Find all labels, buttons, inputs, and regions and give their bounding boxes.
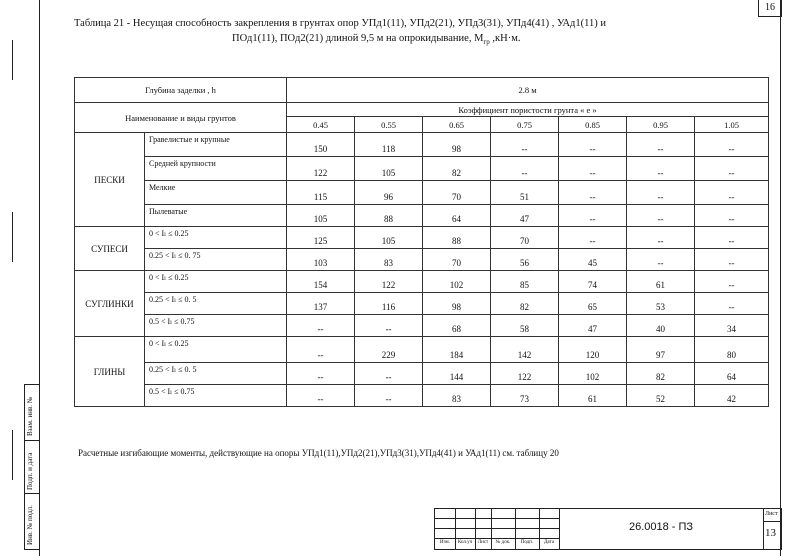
capacity-value: 125 [287, 227, 355, 249]
capacity-value: 82 [491, 293, 559, 315]
table-row [75, 293, 769, 315]
capacity-value: 96 [355, 181, 423, 205]
capacity-value: -- [287, 385, 355, 407]
soil-subtype-label: 0.25 < Iₗ ≤ 0. 75 [145, 249, 287, 271]
capacity-value: 83 [423, 385, 491, 407]
capacity-value: 118 [355, 133, 423, 157]
capacity-value: 34 [695, 315, 769, 337]
soil-subtype-label: Мелкие [145, 181, 287, 205]
capacity-value: -- [287, 363, 355, 385]
table-row [75, 337, 769, 363]
capacity-value: 61 [627, 271, 695, 293]
capacity-value: -- [627, 205, 695, 227]
capacity-value: -- [627, 181, 695, 205]
sheet-label: Лист [765, 511, 778, 517]
margin-tick [12, 430, 13, 480]
capacity-value: 98 [423, 293, 491, 315]
capacity-value: 142 [491, 337, 559, 363]
capacity-value: -- [355, 363, 423, 385]
soil-subtype-label: 0 < Iₗ ≤ 0.25 [145, 337, 287, 363]
capacity-value: 122 [287, 157, 355, 181]
capacity-value: 115 [287, 181, 355, 205]
stamp-col-label: Изм. [440, 540, 450, 545]
capacity-value: 65 [559, 293, 627, 315]
table-body [75, 133, 769, 407]
capacity-value: -- [627, 133, 695, 157]
capacity-value: -- [559, 181, 627, 205]
capacity-value: 82 [423, 157, 491, 181]
sheet-number: 13 [765, 527, 776, 539]
capacity-value: 105 [355, 227, 423, 249]
capacity-value: 122 [355, 271, 423, 293]
capacity-value: 56 [491, 249, 559, 271]
capacity-value: -- [695, 249, 769, 271]
coef-header-cell: 0.75 [491, 117, 559, 133]
side-stamp-divider [24, 440, 39, 441]
capacity-value: -- [287, 315, 355, 337]
stamp-col-label: Лист [477, 540, 489, 545]
table-caption [74, 16, 714, 50]
capacity-value: 45 [559, 249, 627, 271]
capacity-value: -- [287, 337, 355, 363]
table-row [75, 133, 769, 157]
capacity-value: 58 [491, 315, 559, 337]
table-row [75, 157, 769, 181]
capacity-value: 70 [491, 227, 559, 249]
stamp-col-labels [435, 540, 559, 549]
capacity-value: 83 [355, 249, 423, 271]
doc-code: 26.0018 - ПЗ [628, 521, 694, 533]
capacity-value: 61 [559, 385, 627, 407]
footnote: Расчетные изгибающие моменты, действующие на опоры УПд1(11),УПд2(21),УПд3(31),УПд4(41) и УАд1(11) см. таблицу 20 [78, 448, 559, 458]
capacity-value: 80 [695, 337, 769, 363]
capacity-value: 144 [423, 363, 491, 385]
capacity-value: -- [559, 157, 627, 181]
table-row [75, 315, 769, 337]
soil-subtype-label: Гравелистые и крупные [145, 133, 287, 157]
coef-header-cell: 0.85 [559, 117, 627, 133]
capacity-value: 97 [627, 337, 695, 363]
caption-line-1: Таблица 21 - Несущая способность закрепления в грунтах опор УПд1(11), УПд2(21), УПд3(31), УПд4(41) , УАд1(11) и [74, 18, 606, 29]
soil-group-name: СУГЛИНКИ [75, 271, 145, 337]
soil-subtype-label: 0 < Iₗ ≤ 0.25 [145, 227, 287, 249]
soil-subtype-label: 0.5 < Iₗ ≤ 0.75 [145, 315, 287, 337]
coef-header-cell: 0.95 [627, 117, 695, 133]
frame-right-line [780, 0, 781, 556]
capacity-value: 103 [287, 249, 355, 271]
capacity-value: -- [695, 271, 769, 293]
capacity-value: 52 [627, 385, 695, 407]
capacity-value: 51 [491, 181, 559, 205]
page-number: 16 [758, 0, 782, 17]
capacity-value: 120 [559, 337, 627, 363]
capacity-value: 70 [423, 249, 491, 271]
caption-subscript: гр [483, 38, 490, 47]
table-row [75, 205, 769, 227]
capacity-value: -- [627, 227, 695, 249]
capacity-value: 82 [627, 363, 695, 385]
table-row [75, 249, 769, 271]
stamp-col-label: Кол.уч [457, 540, 473, 545]
sheet-divider [763, 521, 781, 522]
caption-line-2-end: ,кН·м. [489, 33, 521, 44]
soil-subtype-label: Средней крупности [145, 157, 287, 181]
coef-header-cell: 0.55 [355, 117, 423, 133]
capacity-value: 85 [491, 271, 559, 293]
capacity-value: 88 [355, 205, 423, 227]
margin-tick [12, 40, 13, 80]
capacity-value: 73 [491, 385, 559, 407]
capacity-value: 68 [423, 315, 491, 337]
table-row [75, 385, 769, 407]
soil-subtype-label: 0.25 < Iₗ ≤ 0. 5 [145, 293, 287, 315]
depth-row [75, 78, 769, 103]
soil-group-name: ПЕСКИ [75, 133, 145, 227]
capacity-value: -- [559, 133, 627, 157]
stamp-col-label: № док. [495, 540, 511, 545]
soil-subtype-label: 0 < Iₗ ≤ 0.25 [145, 271, 287, 293]
coef-label-row [75, 103, 769, 117]
soil-group-name: СУПЕСИ [75, 227, 145, 271]
capacity-value: 70 [423, 181, 491, 205]
caption-line-2 [74, 31, 714, 50]
capacity-value: 105 [355, 157, 423, 181]
margin-tick [12, 212, 13, 262]
capacity-value: 40 [627, 315, 695, 337]
capacity-value: -- [491, 157, 559, 181]
table-row [75, 181, 769, 205]
capacity-value: -- [695, 133, 769, 157]
stamp-col-label: Дата [544, 540, 554, 545]
caption-line-2-text: ПОд1(11), ПОд2(21) длиной 9,5 м на опрокидывание, М [232, 33, 484, 44]
coef-header-cell: 0.45 [287, 117, 355, 133]
capacity-value: 116 [355, 293, 423, 315]
capacity-value: 229 [355, 337, 423, 363]
soil-subtype-label: 0.5 < Iₗ ≤ 0.75 [145, 385, 287, 407]
side-label-replace-inv: Взам. инв. № [26, 396, 34, 436]
capacity-value: 98 [423, 133, 491, 157]
names-label: Наименование и виды грунтов [75, 103, 287, 133]
capacity-value: 53 [627, 293, 695, 315]
side-label-inv-no: Инв. № подл. [26, 505, 34, 545]
capacity-value: 42 [695, 385, 769, 407]
coef-label: Коэффициент пористости грунта « е » [287, 103, 769, 117]
side-label-sign-date: Подп. и дата [26, 452, 34, 490]
capacity-value: 74 [559, 271, 627, 293]
capacity-value: -- [491, 133, 559, 157]
capacity-value: -- [695, 293, 769, 315]
capacity-table [74, 77, 769, 407]
capacity-value: -- [695, 205, 769, 227]
coef-header-cell: 1.05 [695, 117, 769, 133]
capacity-value: -- [627, 249, 695, 271]
depth-value: 2.8 м [287, 78, 769, 103]
capacity-value: -- [627, 157, 695, 181]
soil-subtype-label: Пылеватые [145, 205, 287, 227]
capacity-value: 150 [287, 133, 355, 157]
capacity-value: 137 [287, 293, 355, 315]
capacity-value: 105 [287, 205, 355, 227]
capacity-value: 122 [491, 363, 559, 385]
capacity-value: -- [695, 227, 769, 249]
table-row [75, 363, 769, 385]
capacity-value: -- [355, 385, 423, 407]
soil-subtype-label: 0.25 < Iₗ ≤ 0. 5 [145, 363, 287, 385]
capacity-value: 88 [423, 227, 491, 249]
capacity-value: -- [559, 205, 627, 227]
capacity-value: 184 [423, 337, 491, 363]
capacity-value: -- [695, 181, 769, 205]
capacity-value: -- [355, 315, 423, 337]
capacity-value: 64 [695, 363, 769, 385]
stamp-col-label: Подп. [520, 540, 534, 545]
table-row [75, 227, 769, 249]
capacity-value: 154 [287, 271, 355, 293]
table-row [75, 271, 769, 293]
side-stamp-divider [24, 493, 39, 494]
capacity-value: -- [559, 227, 627, 249]
capacity-value: -- [695, 157, 769, 181]
depth-label: Глубина заделки , h [75, 78, 287, 103]
soil-group-name: ГЛИНЫ [75, 337, 145, 407]
title-block [434, 508, 782, 550]
capacity-value: 64 [423, 205, 491, 227]
capacity-value: 47 [491, 205, 559, 227]
capacity-value: 102 [559, 363, 627, 385]
capacity-value: 102 [423, 271, 491, 293]
capacity-value: 47 [559, 315, 627, 337]
coef-header-cell: 0.65 [423, 117, 491, 133]
